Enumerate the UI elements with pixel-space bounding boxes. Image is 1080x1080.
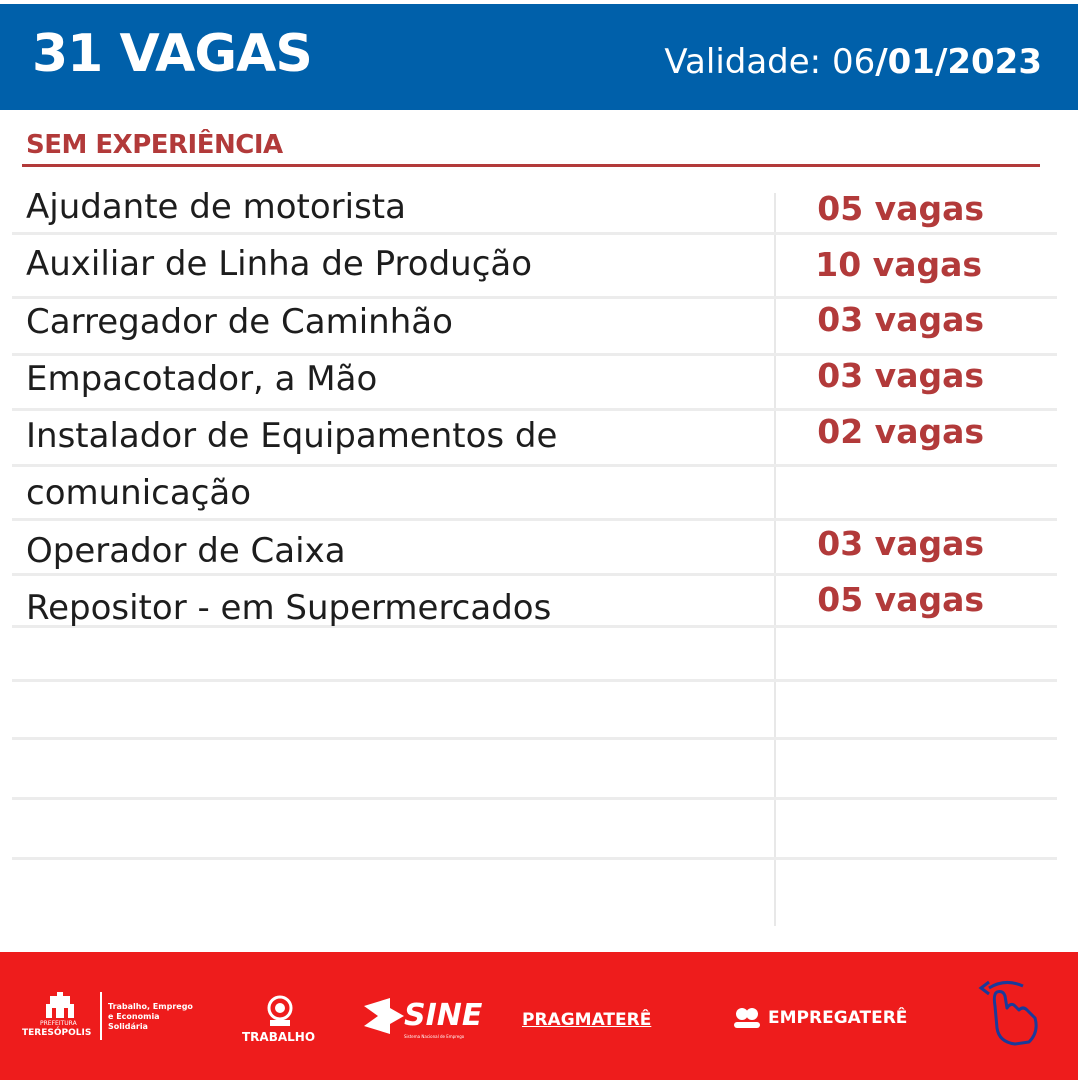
trabalho-label: TRABALHO bbox=[242, 1030, 316, 1044]
sine-label: SINE bbox=[404, 998, 483, 1033]
validity-label: Validade: 06 bbox=[664, 42, 876, 82]
column-divider bbox=[774, 193, 776, 926]
job-count: 03 vagas bbox=[817, 524, 984, 563]
row-divider bbox=[12, 737, 1057, 740]
job-count: 02 vagas bbox=[817, 412, 984, 451]
header-banner bbox=[0, 4, 1078, 110]
row-divider bbox=[12, 408, 1057, 411]
secretaria-name: Trabalho, Emprego e Economia Solidária bbox=[108, 1002, 193, 1031]
job-count: 03 vagas bbox=[817, 300, 984, 339]
pragmatere-label: PRAGMATERÊ bbox=[522, 1010, 652, 1030]
pragmatere-logo bbox=[522, 1010, 692, 1040]
row-divider bbox=[12, 857, 1057, 860]
trabalho-logo bbox=[240, 994, 320, 1054]
validity-date-value: /01/2023 bbox=[875, 42, 1042, 82]
job-title: Auxiliar de Linha de Produção bbox=[26, 244, 533, 284]
validity-date bbox=[664, 42, 1042, 82]
sine-logo-icon bbox=[364, 998, 404, 1034]
row-divider bbox=[12, 296, 1057, 299]
page-title: 31 VAGAS bbox=[32, 24, 312, 84]
prefeitura-logo-icon bbox=[42, 992, 78, 1020]
prefeitura-name: TERESÓPOLIS bbox=[22, 1028, 92, 1038]
row-divider bbox=[12, 573, 1057, 576]
coat-of-arms-icon bbox=[264, 994, 296, 1028]
row-divider bbox=[12, 679, 1057, 682]
job-title: Carregador de Caminhão bbox=[26, 302, 453, 342]
job-title: Operador de Caixa bbox=[26, 531, 346, 571]
row-divider bbox=[12, 464, 1057, 467]
section-divider bbox=[22, 164, 1040, 167]
prefeitura-label: PREFEITURA bbox=[40, 1020, 77, 1027]
job-title: Ajudante de motorista bbox=[26, 187, 406, 227]
job-title: Empacotador, a Mão bbox=[26, 359, 378, 399]
section-title: SEM EXPERIÊNCIA bbox=[26, 130, 283, 160]
job-count: 05 vagas bbox=[817, 580, 984, 619]
row-divider bbox=[12, 797, 1057, 800]
logo-divider bbox=[100, 992, 102, 1040]
job-count: 10 vagas bbox=[815, 245, 982, 284]
row-divider bbox=[12, 232, 1057, 235]
job-title: Repositor - em Supermercados bbox=[26, 588, 552, 628]
job-count: 03 vagas bbox=[817, 356, 984, 395]
empregatere-logo-icon bbox=[732, 1006, 762, 1030]
sine-subtitle: Sistema Nacional de Emprego bbox=[404, 1034, 465, 1039]
row-divider bbox=[12, 518, 1057, 521]
tap-hand-icon[interactable] bbox=[975, 976, 1045, 1056]
prefeitura-logo bbox=[22, 992, 202, 1052]
job-count: 05 vagas bbox=[817, 189, 984, 228]
sine-logo bbox=[364, 998, 484, 1048]
footer-banner bbox=[0, 952, 1078, 1080]
job-title-continued: comunicação bbox=[26, 473, 252, 513]
empregatere-label: EMPREGATERÊ bbox=[768, 1008, 908, 1028]
empregatere-logo bbox=[732, 1006, 942, 1036]
job-title: Instalador de Equipamentos de bbox=[26, 416, 558, 456]
